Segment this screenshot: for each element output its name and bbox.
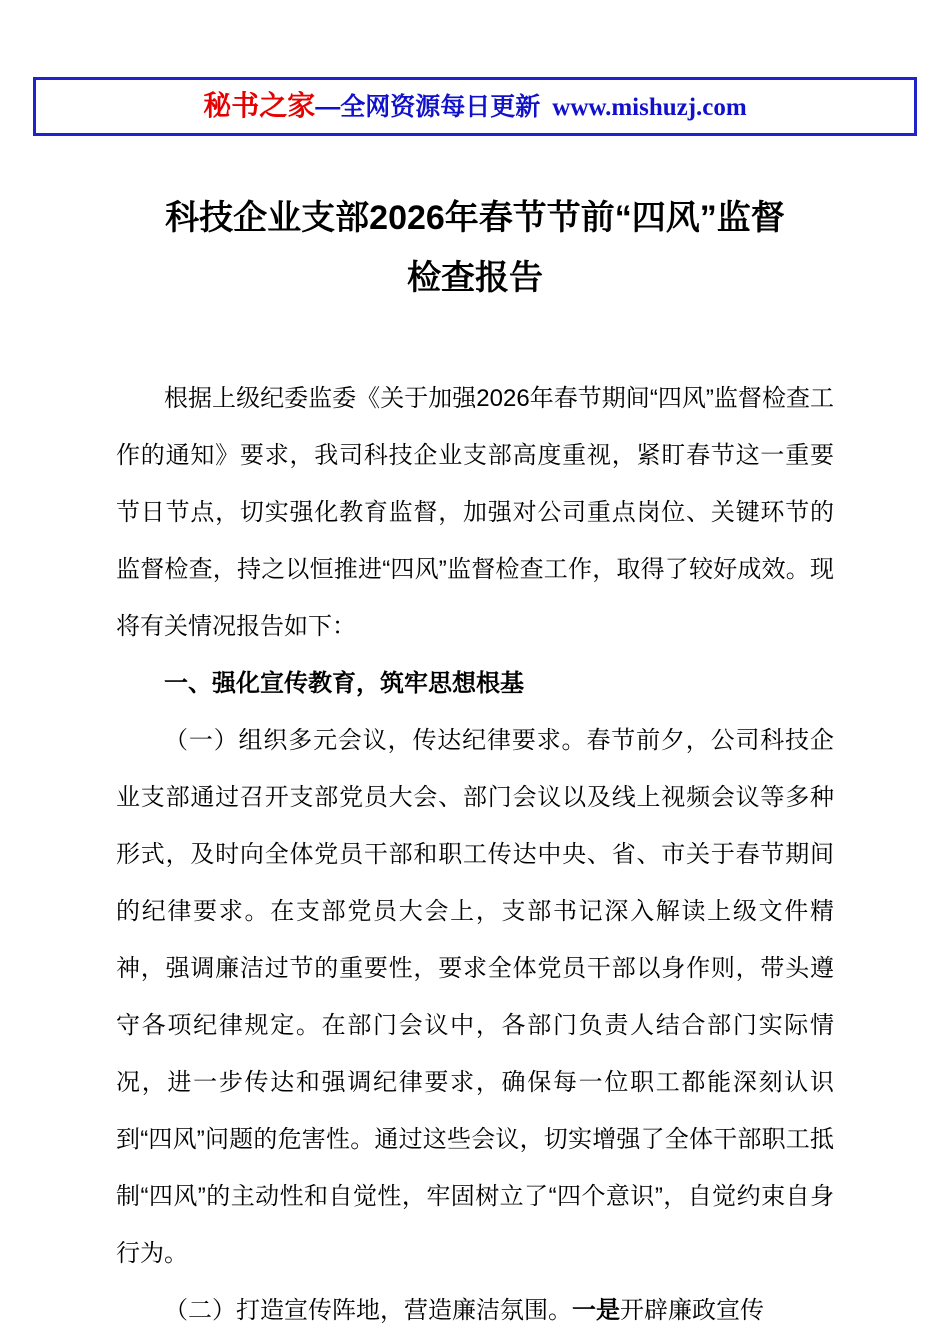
document-title <box>116 188 834 308</box>
text-run: 开辟廉政宣传 <box>620 1297 764 1325</box>
banner-tagline: 全网资源每日更新 <box>340 93 541 121</box>
text-run: 根据上级纪委监委《关于加强2026年春节期间“四风”监督检查工作的通知》要求，我司科技企业支部高度重视，紧盯春节这一重要节日节点，切实强化教育监督，加强对公司重点岗位、关键环节的监督检查，持之以恒推进“四风”监督检查工作，取得了较好成效。现将有关情况报告如下： <box>116 385 834 641</box>
banner-url: www.mishuzj.com <box>552 94 747 121</box>
document-body <box>116 370 834 1339</box>
text-run: 一、强化宣传教育，筑牢思想根基 <box>164 670 524 698</box>
title-line-1: 科技企业支部2026年春节节前“四风”监督 <box>165 199 785 238</box>
paragraph <box>116 1282 834 1339</box>
section-heading <box>116 655 834 712</box>
title-line-2: 检查报告 <box>407 259 543 298</box>
text-run: （二）打造宣传阵地，营造廉洁氛围。 <box>164 1297 572 1325</box>
document-content <box>0 188 950 1339</box>
banner-separator: — <box>315 93 341 121</box>
site-banner <box>33 77 917 136</box>
site-name: 秘书之家 <box>203 90 316 121</box>
text-run: 一是 <box>572 1297 620 1325</box>
paragraph <box>116 712 834 1282</box>
paragraph <box>116 370 834 655</box>
text-run: （一）组织多元会议，传达纪律要求。春节前夕，公司科技企业支部通过召开支部党员大会、部门会议以及线上视频会议等多种形式，及时向全体党员干部和职工传达中央、省、市关于春节期间的纪律要求。在支部党员大会上，支部书记深入解读上级文件精神，强调廉洁过节的重要性，要求全体党员干部以身作则，带头遵守各项纪律规定。在部门会议中，各部门负责人结合部门实际情况，进一步传达和强调纪律要求，确保每一位职工都能深刻认识到“四风”问题的危害性。通过这些会议，切实增强了全体干部职工抵制“四风”的主动性和自觉性，牢固树立了“四个意识”，自觉约束自身行为。 <box>116 727 834 1268</box>
